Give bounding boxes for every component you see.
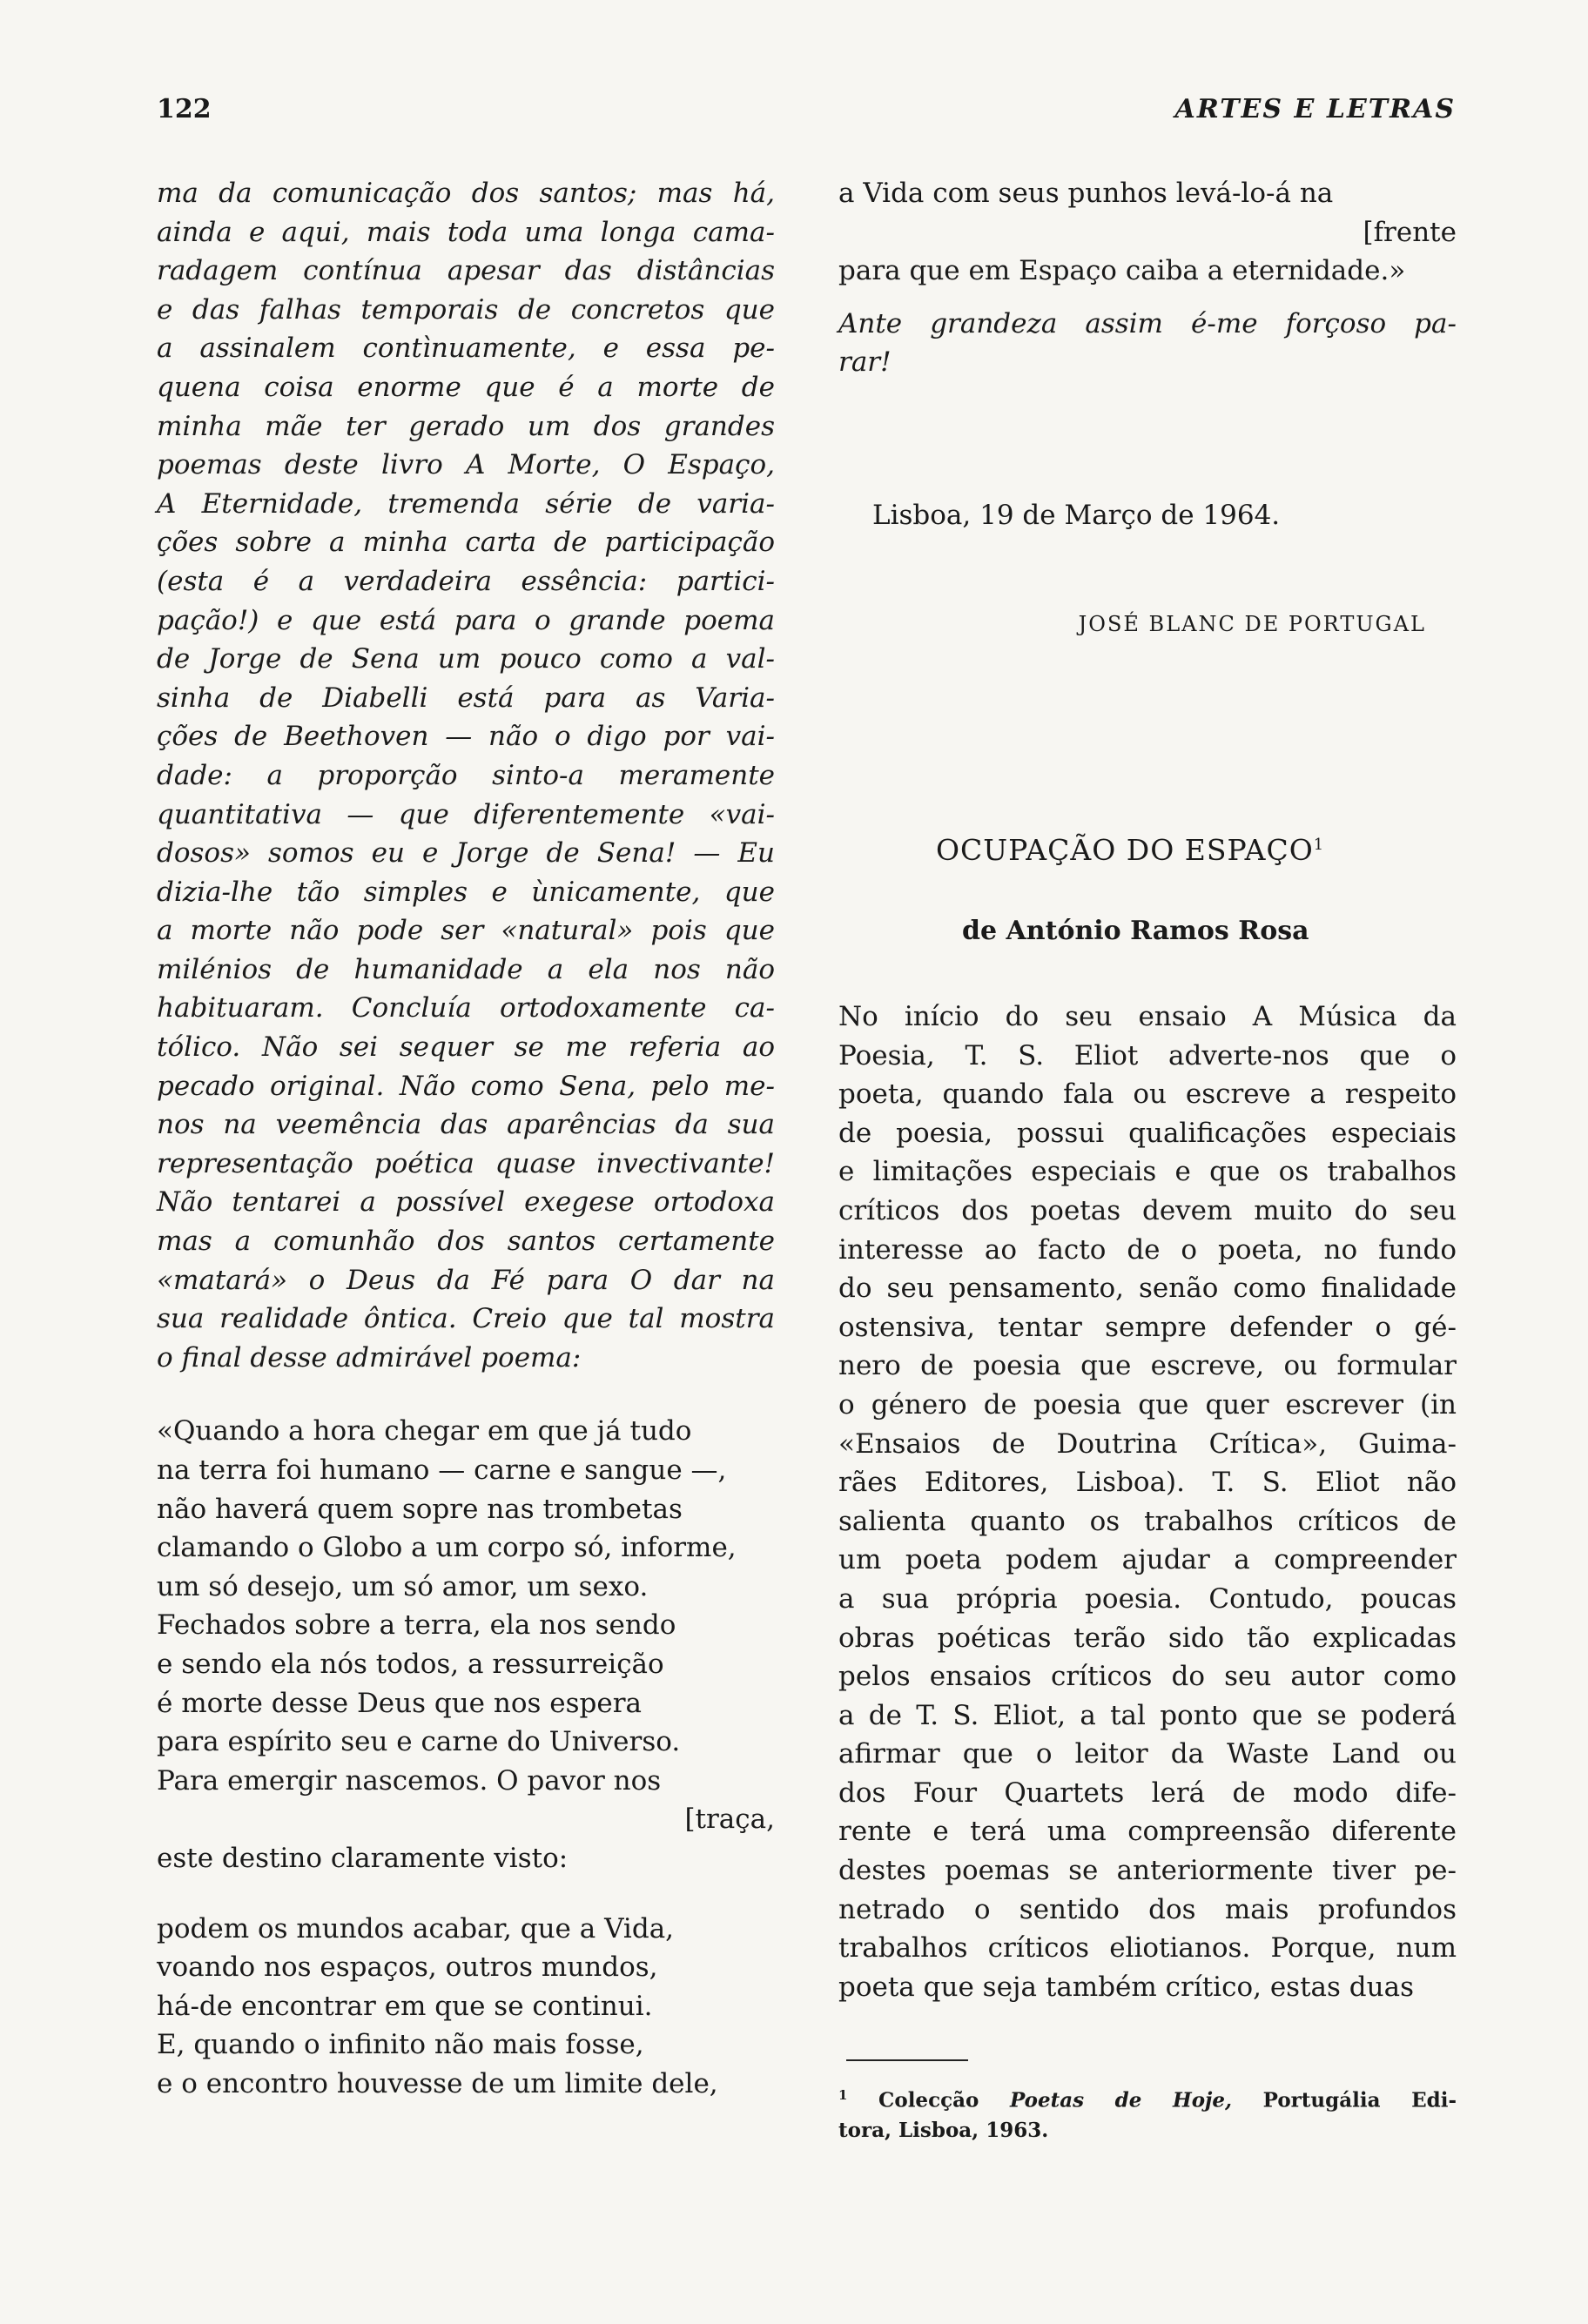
prose-line: ma da comunicação dos santos; mas há, [157, 178, 775, 209]
essay-line: dos Four Quartets lerá de modo dife- [838, 1777, 1457, 1809]
essay-line: rães Editores, Lisboa). T. S. Eliot não [838, 1467, 1457, 1499]
footnote-number: 1 [838, 2087, 848, 2103]
prose-line: sinha de Diabelli está para as Varia- [157, 682, 775, 714]
prose-line: quantitativa — que diferentemente «vai- [157, 798, 775, 830]
essay-line: destes poemas se anteriormente tiver pe- [838, 1855, 1457, 1887]
poem-line: um só desejo, um só amor, um sexo. [157, 1570, 649, 1602]
section-title [936, 833, 1324, 867]
prose-line: «matará» o Deus da Fé para O dar na [157, 1264, 775, 1296]
essay-line: netrado o sentido dos mais profundos [838, 1893, 1457, 1925]
essay-line: rente e terá uma compreensão diferente [838, 1816, 1457, 1848]
poem-ending [838, 174, 1457, 291]
prose-line: minha mãe ter gerado um dos grandes [157, 410, 775, 442]
essay-line: nero de poesia que escreve, ou formular [838, 1350, 1457, 1382]
essay-line: pelos ensaios críticos do seu autor como [838, 1661, 1457, 1693]
prose-line: tólico. Não sei sequer se me referia ao [157, 1031, 775, 1064]
poem-line: a Vida com seus punhos levá-lo-á na [838, 178, 1334, 209]
footnote [838, 2080, 1457, 2146]
prose-line: o final desse admirável poema: [157, 1341, 582, 1374]
remark-line: rar! [838, 346, 892, 379]
footnote-line-2: tora, Lisboa, 1963. [838, 2118, 1049, 2142]
prose-line: milénios de humanidade a ela nos não [157, 953, 775, 985]
poem-line: para espírito seu e carne do Universo. [157, 1726, 681, 1758]
poem-line: este destino claramente visto: [157, 1842, 569, 1874]
footnote-text-before: Colecção [878, 2088, 979, 2112]
essay-line: obras poéticas terão sido tão explicadas [838, 1622, 1457, 1654]
essay-line: trabalhos críticos eliotianos. Porque, num [838, 1932, 1457, 1965]
poem-stanza-1 [157, 1412, 775, 1877]
page-number: 122 [157, 94, 212, 124]
remark-line: Ante grandeza assim é-me forçoso pa- [838, 307, 1457, 339]
footnote-text-after: Portugália Edi- [1262, 2088, 1457, 2112]
signature: JOSÉ BLANC DE PORTUGAL [1078, 612, 1426, 636]
essay-line: «Ensaios de Doutrina Crítica», Guima- [838, 1427, 1457, 1460]
poem-line: voando nos espaços, outros mundos, [157, 1951, 658, 1984]
prose-line: mas a comunhão dos santos certamente [157, 1226, 775, 1258]
essay-line: críticos dos poetas devem muito do seu [838, 1194, 1457, 1226]
prose-line: dosos» somos eu e Jorge de Sena! — Eu [157, 837, 775, 870]
prose-line: Não tentarei a possível exegese ortodoxa [157, 1186, 775, 1219]
left-column [157, 174, 775, 2104]
essay-line: poeta, quando fala ou escreve a respeito [838, 1078, 1457, 1111]
prose-line: e das falhas temporais de concretos que [157, 293, 775, 326]
right-column [838, 174, 1457, 382]
author-remark [838, 305, 1457, 382]
poem-line: clamando o Globo a um corpo só, informe, [157, 1532, 737, 1564]
poem-line: «Quando a hora chegar em que já tudo [157, 1415, 692, 1447]
prose-line: dade: a proporção sinto-a meramente [157, 759, 775, 791]
prose-line: pação!) e que está para o grande poema [157, 604, 775, 636]
poem-line: há-de encontrar em que se continui. [157, 1990, 653, 2022]
prose-line: de Jorge de Sena um pouco como a val- [157, 643, 775, 675]
essay-line: ostensiva, tentar sempre defender o gé- [838, 1311, 1457, 1343]
essay-line: Poesia, T. S. Eliot adverte-nos que o [838, 1039, 1457, 1071]
prose-line: dizia-lhe tão simples e ùnicamente, que [157, 876, 775, 908]
section-title-text: OCUPAÇÃO DO ESPAÇO [936, 833, 1314, 867]
section-author: de António Ramos Rosa [962, 916, 1309, 946]
running-title: ARTES E LETRAS [1174, 94, 1456, 124]
footnote-rule [846, 2059, 968, 2061]
essay-line: salienta quanto os trabalhos críticos de [838, 1505, 1457, 1537]
essay-line: de poesia, possui qualificações especiais [838, 1117, 1457, 1149]
prose-line: ções sobre a minha carta de participação [157, 527, 775, 559]
essay-line: o género de poesia que quer escrever (in [838, 1388, 1457, 1421]
essay-line: a sua própria poesia. Contudo, poucas [838, 1582, 1457, 1615]
essay-line: poeta que seja também crítico, estas duas [838, 1971, 1414, 2003]
poem-line: na terra foi humano — carne e sangue —, [157, 1454, 727, 1486]
essay-line: do seu pensamento, senão como finalidade [838, 1273, 1457, 1305]
prose-line: representação poética quase invectivante! [157, 1147, 775, 1179]
essay-line: No início do seu ensaio A Música da [838, 1001, 1457, 1032]
prose-line: A Eternidade, tremenda série de varia- [157, 487, 775, 520]
essay-body [838, 997, 1457, 2006]
prose-line: habituaram. Concluía ortodoxamente ca- [157, 992, 775, 1024]
prose-line: sua realidade ôntica. Creio que tal mostra [157, 1303, 775, 1335]
prose-block [157, 174, 775, 1377]
dateline: Lisboa, 19 de Março de 1964. [872, 500, 1281, 531]
prose-line: radagem contínua apesar das distâncias [157, 255, 775, 287]
poem-line: é morte desse Deus que nos espera [157, 1687, 643, 1719]
poem-line: não haverá quem sopre nas trombetas [157, 1493, 683, 1525]
poem-line: e o encontro houvesse de um limite dele, [157, 2067, 718, 2099]
essay-line: um poeta podem ajudar a compreender [838, 1544, 1457, 1576]
essay-line: afirmar que o leitor da Waste Land ou [838, 1738, 1457, 1770]
prose-line: ções de Beethoven — não o digo por vai- [157, 721, 775, 753]
prose-line: quena coisa enorme que é a morte de [157, 371, 775, 403]
prose-line: poemas deste livro A Morte, O Espaço, [157, 449, 775, 481]
prose-line: nos na veemência das aparências da sua [157, 1109, 775, 1141]
poem-stanza-2 [157, 1910, 775, 2104]
essay-line: interesse ao facto de o poeta, no fundo [838, 1233, 1457, 1266]
poem-line: e sendo ela nós todos, a ressurreição [157, 1648, 664, 1680]
essay-line: a de T. S. Eliot, a tal ponto que se poderá [838, 1699, 1457, 1731]
footnote-marker: 1 [1313, 836, 1325, 854]
footnote-line-1 [838, 2080, 1457, 2116]
poem-line: Para emergir nascemos. O pavor nos [157, 1764, 662, 1797]
poem-line: Fechados sobre a terra, ela nos sendo [157, 1609, 676, 1642]
prose-line: pecado original. Não como Sena, pelo me- [157, 1070, 775, 1102]
poem-line: [frente [1363, 216, 1457, 248]
prose-line: (esta é a verdadeira essência: partici- [157, 565, 775, 597]
prose-line: a assinalem contìnuamente, e essa pe- [157, 332, 775, 365]
poem-line: E, quando o infinito não mais fosse, [157, 2029, 644, 2061]
poem-line: [traça, [684, 1803, 775, 1836]
footnote-italic: Poetas de Hoje, [1009, 2088, 1233, 2112]
prose-line: a morte não pode ser «natural» pois que [157, 915, 775, 947]
poem-line: para que em Espaço caiba a eternidade.» [838, 255, 1406, 287]
prose-line: ainda e aqui, mais toda uma longa cama- [157, 216, 775, 248]
essay-line: e limitações especiais e que os trabalhos [838, 1156, 1457, 1188]
poem-line: podem os mundos acabar, que a Vida, [157, 1912, 675, 1945]
